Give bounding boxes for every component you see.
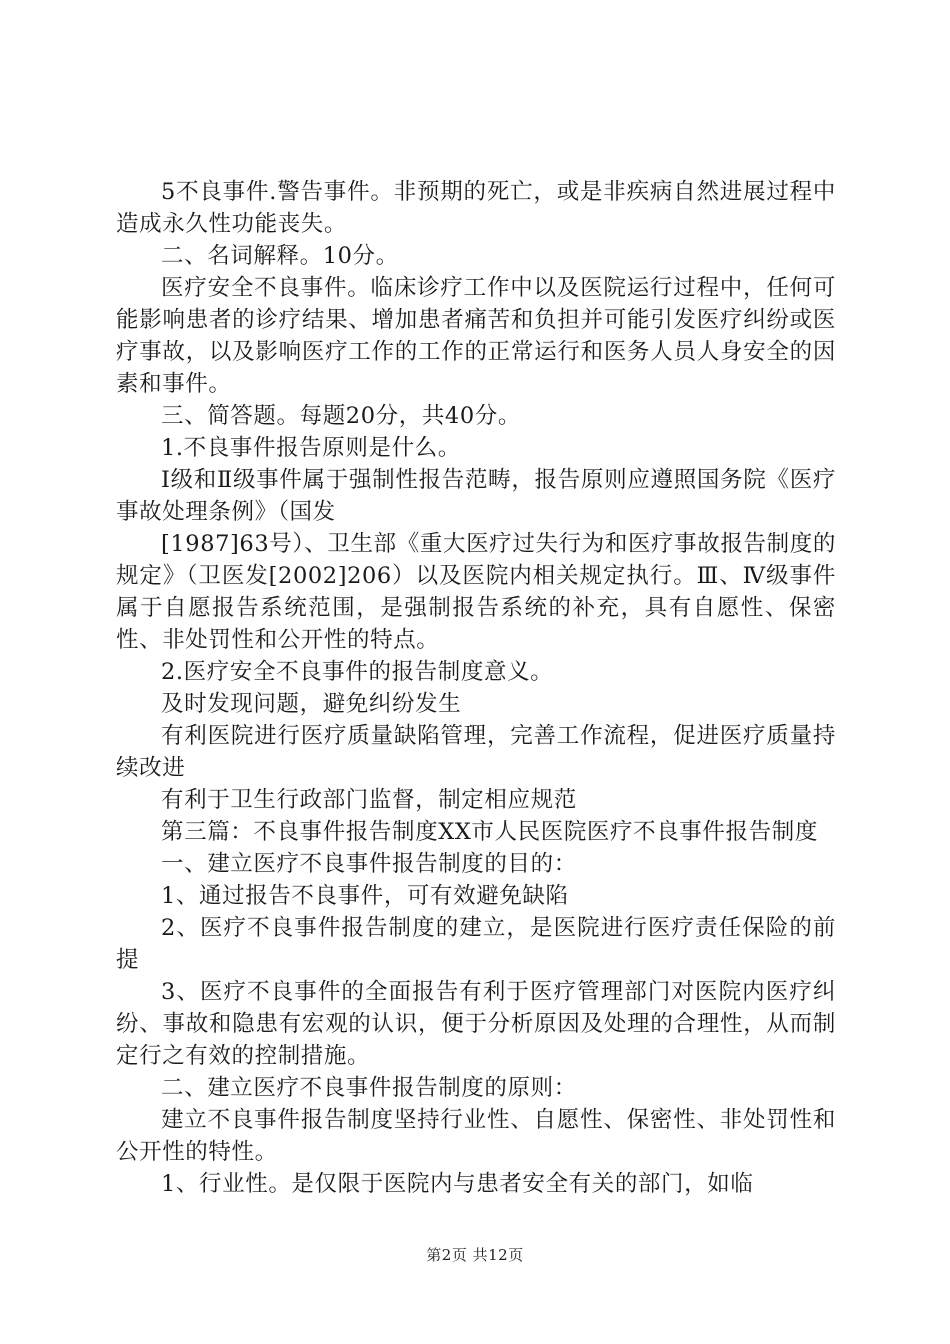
paragraph: 建立不良事件报告制度坚持行业性、自愿性、保密性、非处罚性和公开性的特性。 <box>116 1107 836 1165</box>
list-item: 1、行业性。是仅限于医院内与患者安全有关的部门，如临 <box>161 1171 754 1197</box>
paragraph: [1987]63号）、卫生部《重大医疗过失行为和医疗事故报告制度的规定》（卫医发[2002]206）以及医院内相关规定执行。Ⅲ、Ⅳ级事件属于自愿报告系统范围，是强制报告系统的补充，具有自愿性、保密性、非处罚性和公开性的特点。 <box>116 531 836 653</box>
question: 1.不良事件报告原则是什么。 <box>161 435 461 461</box>
paragraph: Ⅰ级和Ⅱ级事件属于强制性报告范畴，报告原则应遵照国务院《医疗事故处理条例》（国发 <box>116 467 836 525</box>
list-item: 3、医疗不良事件的全面报告有利于医疗管理部门对医院内医疗纠纷、事故和隐患有宏观的认识，便于分析原因及处理的合理性，从而制定行之有效的控制措施。 <box>116 979 836 1069</box>
section-heading: 二、名词解释。10分。 <box>161 243 399 269</box>
paragraph: 医疗安全不良事件。临床诊疗工作中以及医院运行过程中，任何可能影响患者的诊疗结果、增加患者痛苦和负担并可能引发医疗纠纷或医疗事故，以及影响医疗工作的工作的正常运行和医务人员人身安全的因素和事件。 <box>116 275 836 397</box>
page-footer: 第2页 共12页 <box>426 1246 524 1264</box>
section-heading: 一、建立医疗不良事件报告制度的目的： <box>161 851 577 877</box>
paragraph: 及时发现问题，避免纠纷发生 <box>161 691 462 717</box>
paragraph: 5不良事件.警告事件。非预期的死亡，或是非疾病自然进展过程中造成永久性功能丧失。 <box>116 179 836 237</box>
paragraph: 有利医院进行医疗质量缺陷管理，完善工作流程，促进医疗质量持续改进 <box>116 723 836 781</box>
section-heading: 三、简答题。每题20分，共40分。 <box>161 403 521 429</box>
list-item: 1、通过报告不良事件，可有效避免缺陷 <box>161 883 569 909</box>
body-text <box>116 176 836 1200</box>
section-heading: 第三篇：不良事件报告制度XX市人民医院医疗不良事件报告制度 <box>161 819 818 845</box>
question: 2.医疗安全不良事件的报告制度意义。 <box>161 659 554 685</box>
paragraph: 有利于卫生行政部门监督，制定相应规范 <box>161 787 577 813</box>
list-item: 2、医疗不良事件报告制度的建立，是医院进行医疗责任保险的前提 <box>116 915 836 973</box>
section-heading: 二、建立医疗不良事件报告制度的原则： <box>161 1075 577 1101</box>
